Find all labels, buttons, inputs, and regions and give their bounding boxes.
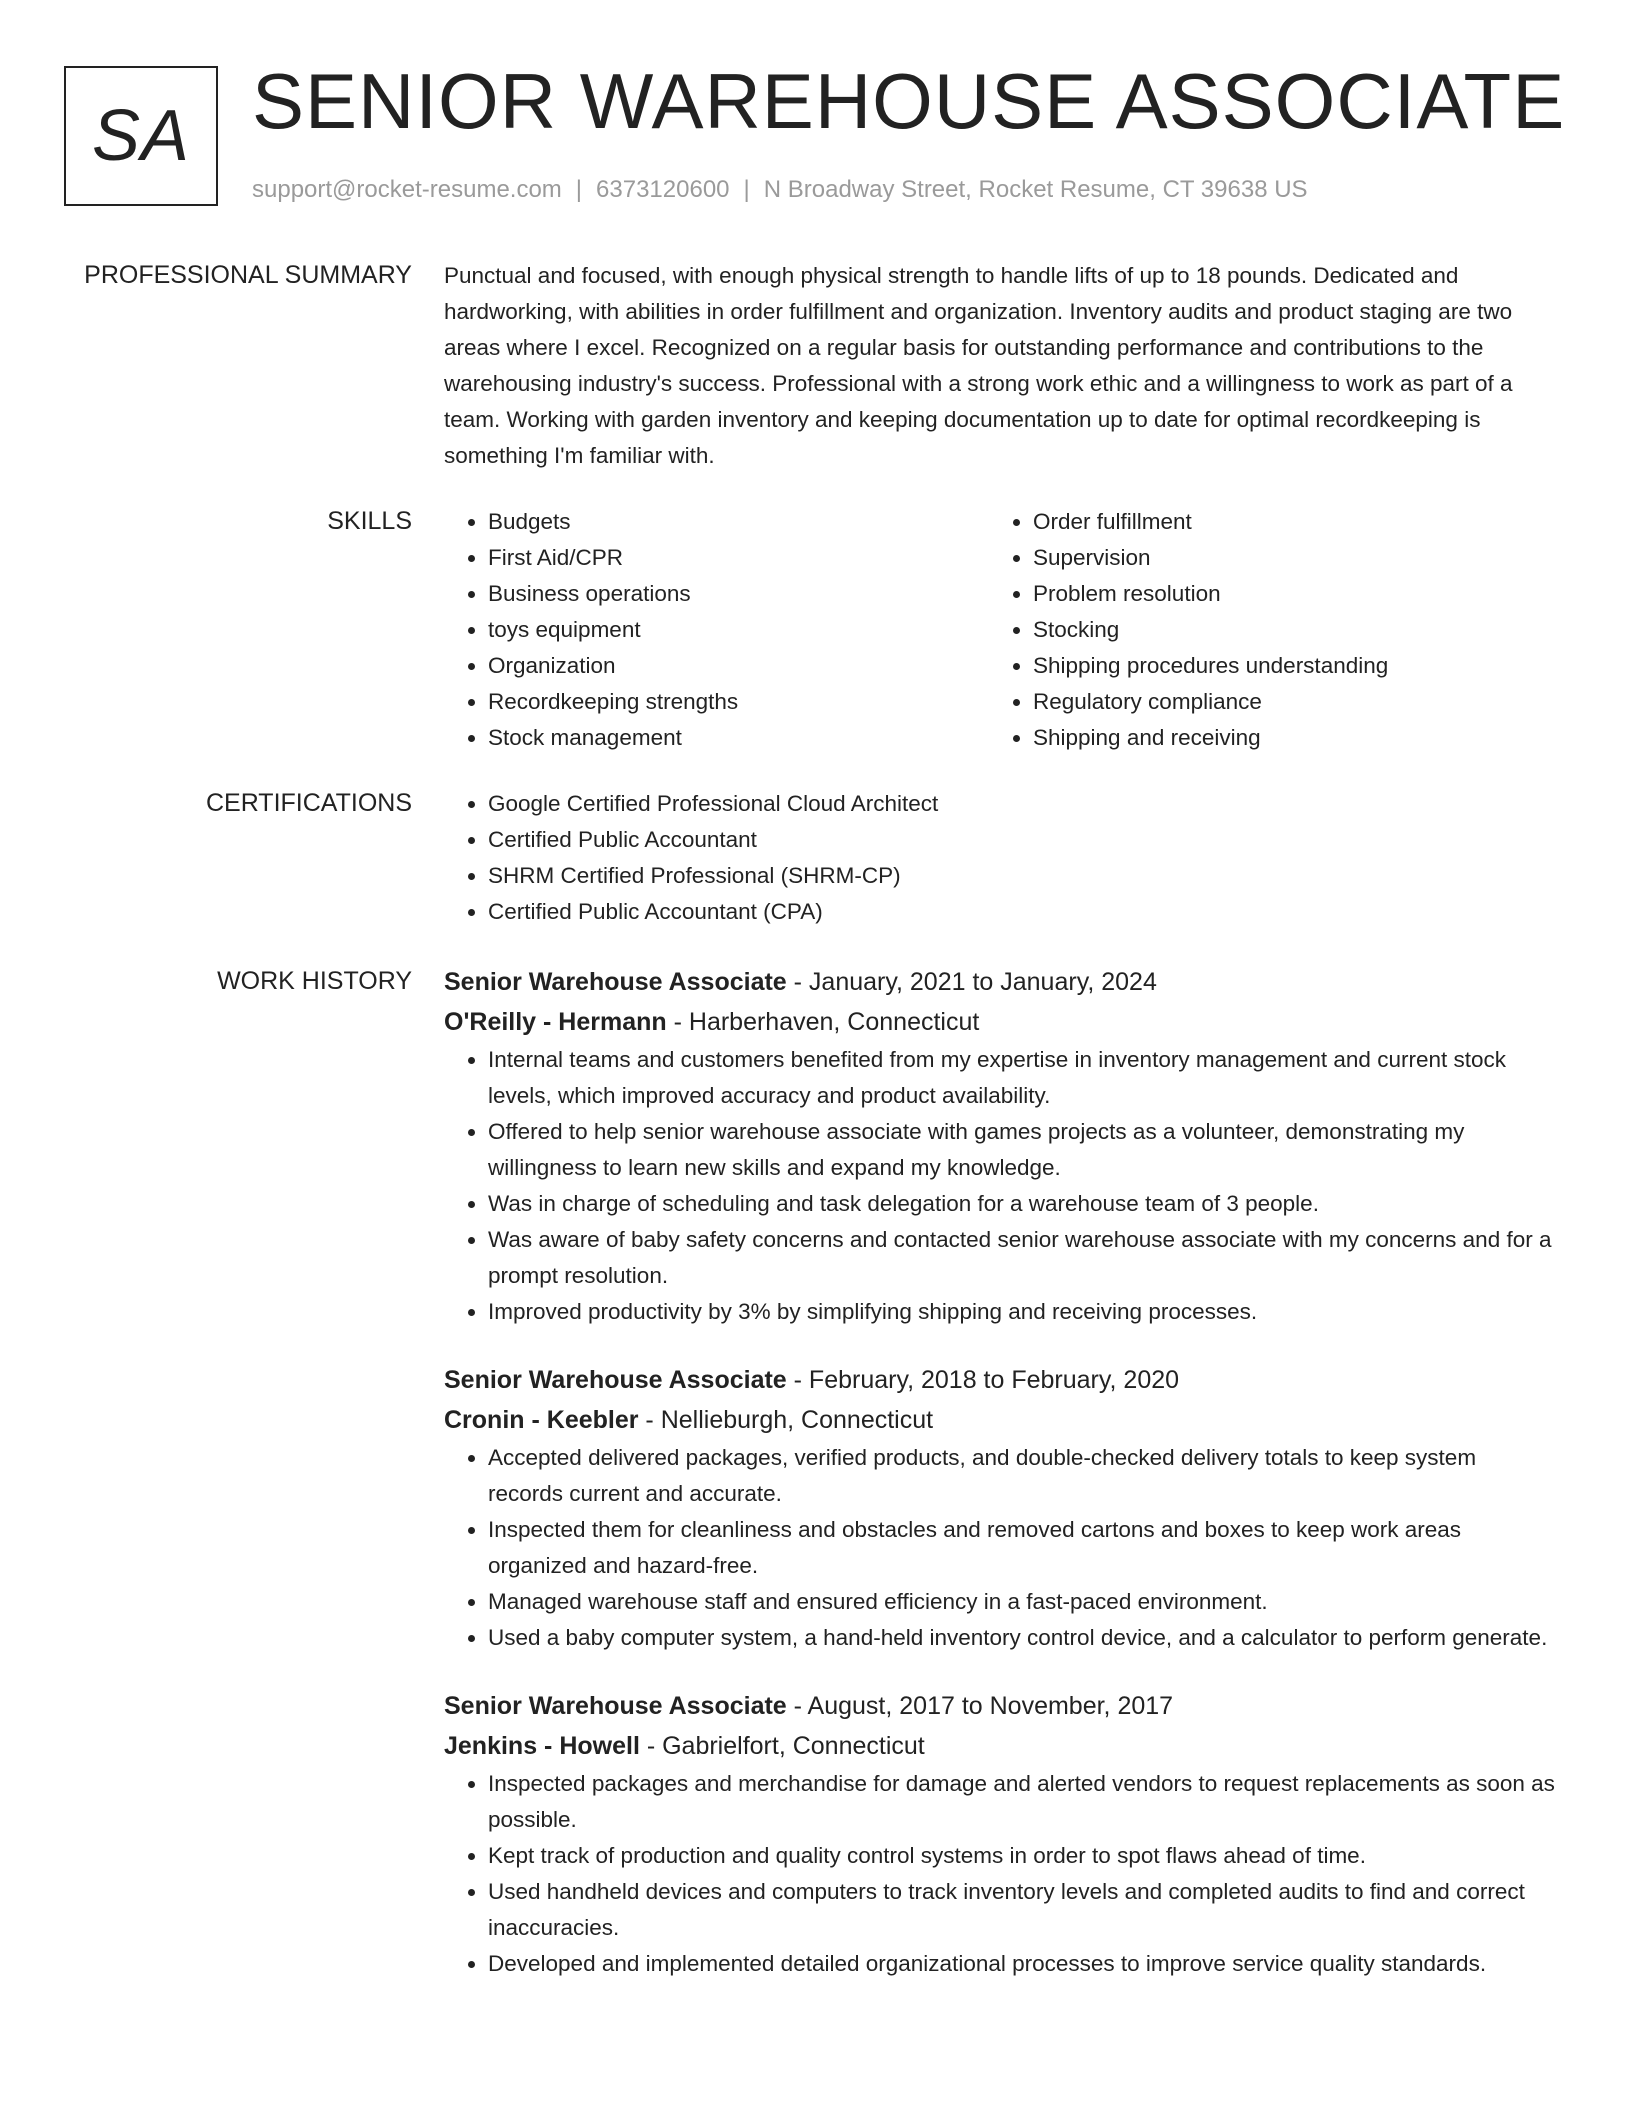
work-history-section [444,962,1556,1982]
skill-item: • First Aid/CPR [488,540,989,576]
job-bullet: • Accepted delivered packages, verified products, and double-checked delivery totals to keep system records current and accurate. [488,1440,1556,1512]
certification-item: • Certified Public Accountant [488,822,1556,858]
certification-item: • Certified Public Accountant (CPA) [488,894,1556,930]
job-title: Senior Warehouse Associate [444,968,787,996]
job-dates: - February, 2018 to February, 2020 [786,1366,1180,1394]
job-entry [444,962,1556,1330]
skills-label: SKILLS [327,507,412,535]
job-dates: - January, 2021 to January, 2024 [786,968,1157,996]
job-bullet: • Managed warehouse staff and ensured efficiency in a fast-paced environment. [488,1584,1556,1620]
contact-separator: | [575,176,583,203]
skill-item: • Shipping and receiving [1033,720,1534,756]
skill-item: • Recordkeeping strengths [488,684,989,720]
skill-item: • Supervision [1033,540,1534,576]
skill-item: • Problem resolution [1033,576,1534,612]
job-company-line [444,1400,1556,1440]
job-bullet: • Improved productivity by 3% by simplifying shipping and receiving processes. [488,1294,1556,1330]
job-bullet: • Used handheld devices and computers to track inventory levels and completed audits to find and correct inaccuracies. [488,1874,1556,1946]
job-entry [444,1686,1556,1982]
job-company: Cronin - Keebler [444,1406,639,1434]
job-company-line [444,1726,1556,1766]
job-title: Senior Warehouse Associate [444,1366,787,1394]
job-bullet-list [444,1766,1556,1982]
skill-item: • Shipping procedures understanding [1033,648,1534,684]
monogram-box [64,66,218,206]
summary-section [444,258,1556,474]
job-bullet: • Inspected them for cleanliness and obstacles and removed cartons and boxes to keep work areas organized and hazard-free. [488,1512,1556,1584]
skill-item: • Business operations [488,576,989,612]
job-bullet: • Developed and implemented detailed organizational processes to improve service quality standards. [488,1946,1556,1982]
job-bullet: • Used a baby computer system, a hand-held inventory control device, and a calculator to perform generate. [488,1620,1556,1656]
work-history-label: WORK HISTORY [217,967,412,995]
job-title: Senior Warehouse Associate [444,1692,787,1720]
job-bullet: • Offered to help senior warehouse associate with games projects as a volunteer, demonstrating my willingness to learn new skills and expand my knowledge. [488,1114,1556,1186]
job-bullet: • Kept track of production and quality control systems in order to spot flaws ahead of time. [488,1838,1556,1874]
skill-item: • Organization [488,648,989,684]
summary-label: PROFESSIONAL SUMMARY [84,261,412,289]
resume-title: SENIOR WAREHOUSE ASSOCIATE [252,57,1566,145]
skills-column-left [444,504,989,756]
contact-email: support@rocket-resume.com [252,176,562,203]
skill-item: • Stocking [1033,612,1534,648]
job-location: - Gabrielfort, Connecticut [639,1732,925,1760]
job-bullet: • Was in charge of scheduling and task delegation for a warehouse team of 3 people. [488,1186,1556,1222]
contact-phone: 6373120600 [596,176,730,203]
skill-item: • Stock management [488,720,989,756]
skill-item: • Budgets [488,504,989,540]
summary-text: Punctual and focused, with enough physical strength to handle lifts of up to 18 pounds. Dedicated and hardworking, with abilities in order fulfillment and organization. Inventory audits and product staging are two areas where I excel. Recognized on a regular basis for outstanding performance and contributions to the warehousing industry's success. Professional with a strong work ethic and a willingness to work as part of a team. Working with garden inventory and keeping documentation up to date for optimal recordkeeping is something I'm familiar with. [444,263,1513,468]
job-company: O'Reilly - Hermann [444,1008,667,1036]
contact-address: N Broadway Street, Rocket Resume, CT 39638 US [763,176,1308,203]
job-company: Jenkins - Howell [444,1732,640,1760]
skill-item: • Order fulfillment [1033,504,1534,540]
job-bullet-list [444,1440,1556,1656]
job-entry [444,1360,1556,1656]
skills-column-right [989,504,1534,756]
skills-section [444,504,1556,756]
certification-item: • Google Certified Professional Cloud Architect [488,786,1556,822]
contact-separator: | [743,176,750,203]
job-bullet: • Inspected packages and merchandise for damage and alerted vendors to request replacements as soon as possible. [488,1766,1556,1838]
skill-item: • Regulatory compliance [1033,684,1534,720]
monogram-initials: SA [91,96,191,176]
certifications-section [444,786,1556,930]
job-title-line [444,962,1556,1002]
contact-line [252,174,1308,206]
job-location: - Nellieburgh, Connecticut [638,1406,934,1434]
certifications-label: CERTIFICATIONS [205,789,412,817]
skill-item: • toys equipment [488,612,989,648]
job-company-line [444,1002,1556,1042]
job-location: - Harberhaven, Connecticut [666,1008,980,1036]
job-title-line [444,1686,1556,1726]
job-bullet: • Was aware of baby safety concerns and contacted senior warehouse associate with my concerns and for a prompt resolution. [488,1222,1556,1294]
job-bullet: • Internal teams and customers benefited from my expertise in inventory management and current stock levels, which improved accuracy and product availability. [488,1042,1556,1114]
job-title-line [444,1360,1556,1400]
certification-item: • SHRM Certified Professional (SHRM-CP) [488,858,1556,894]
job-bullet-list [444,1042,1556,1330]
job-dates: - August, 2017 to November, 2017 [786,1692,1174,1720]
